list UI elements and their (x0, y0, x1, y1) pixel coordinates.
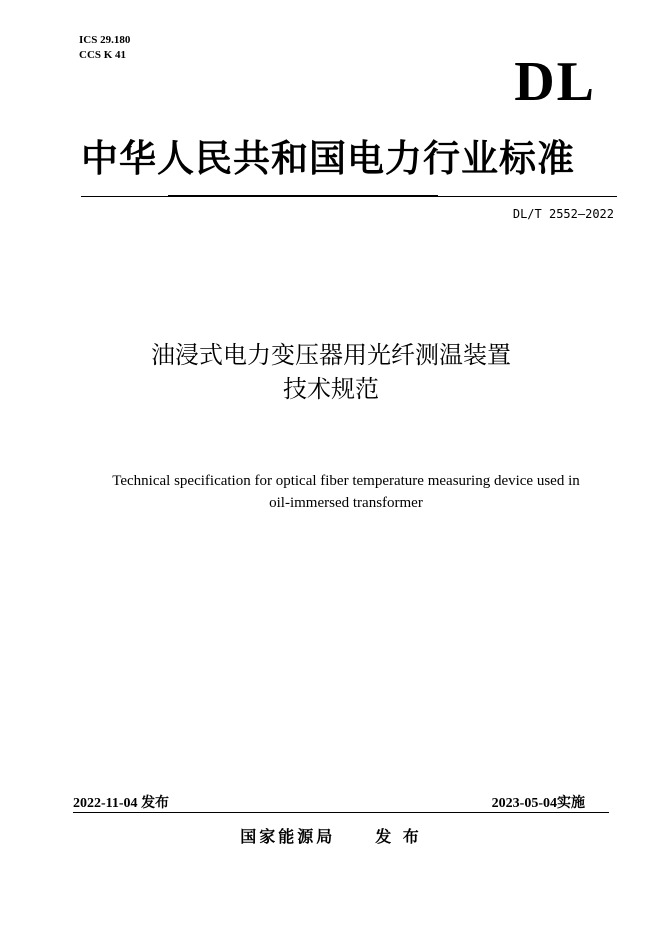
organization-title: 中华人民共和国电力行业标准 (81, 137, 575, 180)
chinese-title-line-2: 技术规范 (283, 375, 379, 403)
standard-number: DL/T 2552—2022 (512, 207, 614, 221)
english-title-line-1: Technical specification for optical fiber temperature measuring device used in (112, 473, 580, 489)
chinese-title (0, 338, 662, 406)
implement-label: 实施 (557, 796, 585, 811)
release-label: 发布 (141, 796, 170, 811)
footer-divider (73, 812, 609, 813)
classification-codes (79, 33, 130, 63)
dl-logo: DL (514, 51, 596, 113)
release-date: 2022-11-04 (73, 796, 138, 811)
english-title (90, 470, 602, 514)
issuer-line (0, 826, 662, 848)
implement-date: 2023-05-04 (491, 796, 557, 811)
english-title-line-2: oil-immersed transformer (269, 495, 423, 511)
header-divider-accent (168, 195, 438, 197)
chinese-title-line-1: 油浸式电力变压器用光纤测温装置 (151, 341, 511, 369)
implement-date-block (492, 795, 585, 813)
ccs-code: CCS K 41 (79, 49, 127, 61)
release-date-block (73, 795, 169, 813)
issuer-action: 发 布 (375, 827, 422, 846)
ics-code: ICS 29.180 (79, 34, 131, 46)
issuer-name: 国家能源局 (240, 827, 336, 846)
